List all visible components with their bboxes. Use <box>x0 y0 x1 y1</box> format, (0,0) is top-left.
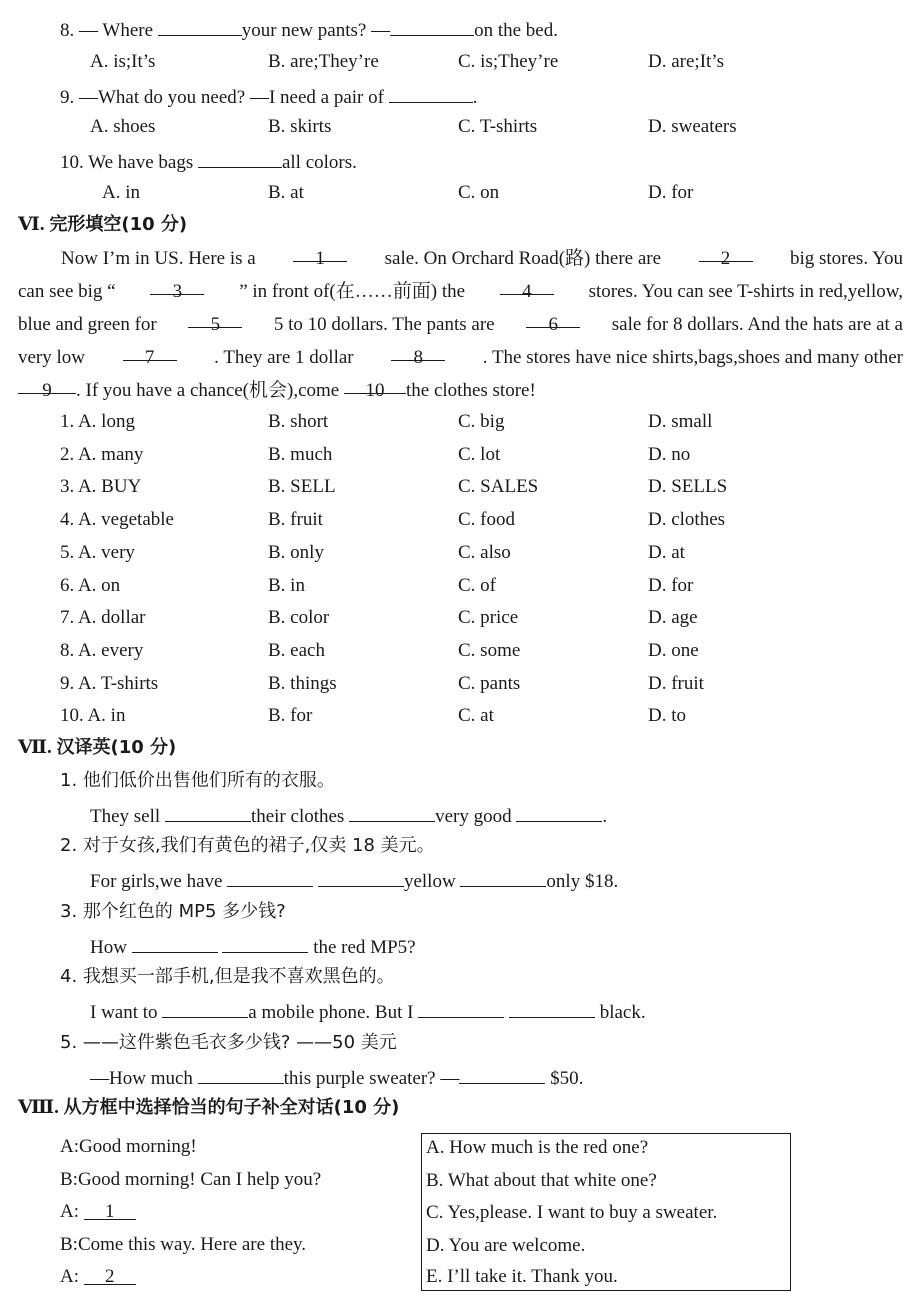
translation-2-english: For girls,we have yellow only $18. <box>90 867 618 894</box>
cloze-blank-7[interactable]: 7 <box>123 341 177 361</box>
cloze-3-option-a[interactable]: 3. A. BUY <box>60 476 142 498</box>
cloze-9-option-d[interactable]: D. fruit <box>648 672 704 694</box>
cloze-1-option-b[interactable]: B. short <box>268 411 329 432</box>
translation-3-english: How the red MP5? <box>90 933 416 960</box>
cloze-8-option-c[interactable]: C. some <box>458 639 521 661</box>
cloze-4-option-a[interactable]: 4. A. vegetable <box>60 509 174 531</box>
cloze-9-option-b[interactable]: B. things <box>268 672 337 694</box>
section-title: 完形填空(10 分) <box>49 214 188 235</box>
cloze-7-option-a[interactable]: 7. A. dollar <box>60 607 146 629</box>
section-title: 从方框中选择恰当的句子补全对话(10 分) <box>63 1097 400 1118</box>
answer-blank[interactable] <box>165 802 251 822</box>
speaker: B: <box>60 1169 78 1190</box>
question-8: 8. — Where your new pants? — on the bed. <box>60 16 558 43</box>
answer-blank[interactable] <box>227 867 313 887</box>
cloze-9-option-a[interactable]: 9. A. T-shirts <box>60 672 159 694</box>
cloze-blank-3[interactable]: 3 <box>150 275 204 295</box>
cloze-1-option-a[interactable]: 1. A. long <box>60 411 135 432</box>
cloze-10-option-a[interactable]: 10. A. in <box>60 705 126 727</box>
cloze-5-option-c[interactable]: C. also <box>458 541 511 563</box>
cloze-blank-1[interactable]: 1 <box>293 242 347 262</box>
section-title: 汉译英(10 分) <box>56 737 177 758</box>
answer-blank[interactable] <box>318 867 404 887</box>
cloze-line-3: blue and green for 5 5 to 10 dollars. The pants are 6 sale for 8 dollars. And the hats are at a <box>18 308 903 341</box>
option-a[interactable]: A. in <box>102 182 140 203</box>
translation-1-english: They sell their clothes very good . <box>90 802 607 829</box>
cloze-line-2: can see big “ 3 ” in front of(在……前面) the 4 stores. You can see T-shirts in red,yellow, <box>18 275 903 308</box>
cloze-3-option-d[interactable]: D. SELLS <box>648 476 728 498</box>
cloze-3-option-b[interactable]: B. SELL <box>268 476 336 498</box>
translation-1-chinese: 1. 他们低价出售他们所有的衣服。 <box>60 770 335 791</box>
cloze-8-option-d[interactable]: D. one <box>648 639 699 661</box>
answer-blank[interactable] <box>418 998 504 1018</box>
cloze-blank-8[interactable]: 8 <box>391 341 445 361</box>
speaker: A: <box>60 1136 79 1157</box>
answer-blank[interactable] <box>162 998 248 1018</box>
cloze-10-option-c[interactable]: C. at <box>458 705 494 727</box>
answer-blank[interactable] <box>389 83 473 103</box>
option-d[interactable]: D. sweaters <box>648 116 737 137</box>
cloze-6-option-c[interactable]: C. of <box>458 574 496 596</box>
sentence-options-box <box>421 1133 791 1291</box>
cloze-2-option-a[interactable]: 2. A. many <box>60 443 144 465</box>
cloze-line-1: Now I’m in US. Here is a 1 sale. On Orchard Road(路) there are 2 big stores. You <box>18 242 903 275</box>
cloze-2-option-b[interactable]: B. much <box>268 443 333 465</box>
cloze-6-option-d[interactable]: D. for <box>648 574 694 596</box>
translation-4-english: I want to a mobile phone. But I black. <box>90 998 646 1025</box>
box-option-d[interactable]: D. You are welcome. <box>426 1235 586 1256</box>
translation-2-chinese: 2. 对于女孩,我们有黄色的裙子,仅卖 18 美元。 <box>60 835 435 856</box>
answer-blank[interactable] <box>460 867 546 887</box>
cloze-5-option-d[interactable]: D. at <box>648 541 685 563</box>
section-6-heading <box>18 213 187 237</box>
dialog-line-4: B:Come this way. Here are they. <box>60 1234 307 1255</box>
section-roman: Ⅷ. <box>18 1097 59 1118</box>
dialog-blank-2[interactable]: 2 <box>84 1265 136 1285</box>
cloze-7-option-c[interactable]: C. price <box>458 607 519 629</box>
cloze-7-option-b[interactable]: B. color <box>268 607 330 629</box>
option-d[interactable]: D. for <box>648 182 694 203</box>
option-c[interactable]: C. is;They’re <box>458 51 559 72</box>
cloze-blank-10[interactable]: 10 <box>344 374 406 394</box>
dialog-line-3 <box>60 1200 136 1224</box>
cloze-6-option-a[interactable]: 6. A. on <box>60 574 121 596</box>
translation-3-chinese: 3. 那个红色的 MP5 多少钱? <box>60 901 286 922</box>
cloze-line-4: very low 7 . They are 1 dollar 8 . The stores have nice shirts,bags,shoes and many other <box>18 341 903 374</box>
translation-5-chinese: 5. ——这件紫色毛衣多少钱? ——50 美元 <box>60 1032 397 1053</box>
translation-4-chinese: 4. 我想买一部手机,但是我不喜欢黑色的。 <box>60 966 395 987</box>
cloze-blank-9[interactable]: 9 <box>18 374 76 394</box>
cloze-9-option-c[interactable]: C. pants <box>458 672 521 694</box>
question-number: 10. <box>60 152 84 173</box>
dialog-line-1: A:Good morning! <box>60 1136 197 1157</box>
translation-5-english: —How much this purple sweater? — $50. <box>90 1064 583 1091</box>
option-c[interactable]: C. on <box>458 182 500 203</box>
speaker: A: <box>60 1201 79 1222</box>
question-10: 10. We have bags all colors. <box>60 148 357 175</box>
option-a[interactable]: A. is;It’s <box>90 51 156 72</box>
cloze-6-option-b[interactable]: B. in <box>268 574 305 596</box>
answer-blank[interactable] <box>198 1064 284 1084</box>
section-roman: Ⅵ. <box>18 214 45 235</box>
box-option-e[interactable]: E. I’ll take it. Thank you. <box>426 1266 618 1287</box>
cloze-10-option-d[interactable]: D. to <box>648 705 686 727</box>
section-8-heading <box>18 1096 399 1120</box>
answer-blank[interactable] <box>158 16 242 36</box>
cloze-10-option-b[interactable]: B. for <box>268 705 313 727</box>
box-option-c[interactable]: C. Yes,please. I want to buy a sweater. <box>426 1202 718 1223</box>
question-number: 9. <box>60 87 75 108</box>
cloze-line-5: 9 . If you have a chance(机会),come 10 the clothes store! <box>18 374 903 407</box>
cloze-2-option-d[interactable]: D. no <box>648 443 691 465</box>
dialog-blank-1[interactable]: 1 <box>84 1200 136 1220</box>
answer-blank[interactable] <box>222 933 308 953</box>
cloze-4-option-c[interactable]: C. food <box>458 509 515 531</box>
cloze-blank-4[interactable]: 4 <box>500 275 554 295</box>
cloze-7-option-d[interactable]: D. age <box>648 607 698 629</box>
section-roman: Ⅶ. <box>18 737 52 758</box>
cloze-blank-6[interactable]: 6 <box>526 308 580 328</box>
answer-blank[interactable] <box>349 802 435 822</box>
answer-blank[interactable] <box>516 802 602 822</box>
cloze-3-option-c[interactable]: C. SALES <box>458 476 539 498</box>
option-b[interactable]: B. at <box>268 182 304 203</box>
answer-blank[interactable] <box>390 16 474 36</box>
cloze-1-option-d[interactable]: D. small <box>648 411 713 432</box>
cloze-5-option-b[interactable]: B. only <box>268 541 324 563</box>
option-c[interactable]: C. T-shirts <box>458 116 538 137</box>
option-a[interactable]: A. shoes <box>90 116 156 137</box>
answer-blank[interactable] <box>459 1064 545 1084</box>
dialog-line-2: B:Good morning! Can I help you? <box>60 1169 322 1190</box>
answer-blank[interactable] <box>132 933 218 953</box>
answer-blank[interactable] <box>509 998 595 1018</box>
answer-blank[interactable] <box>198 148 282 168</box>
box-option-a[interactable]: A. How much is the red one? <box>426 1137 649 1158</box>
question-number: 8. <box>60 20 75 41</box>
cloze-1-option-c[interactable]: C. big <box>458 411 505 432</box>
speaker: B: <box>60 1234 78 1255</box>
box-option-b[interactable]: B. What about that white one? <box>426 1170 657 1191</box>
dialog-line-5 <box>60 1265 136 1289</box>
cloze-blank-5[interactable]: 5 <box>188 308 242 328</box>
cloze-8-option-b[interactable]: B. each <box>268 639 325 661</box>
option-b[interactable]: B. skirts <box>268 116 332 137</box>
cloze-8-option-a[interactable]: 8. A. every <box>60 639 144 661</box>
cloze-blank-2[interactable]: 2 <box>699 242 753 262</box>
cloze-4-option-b[interactable]: B. fruit <box>268 509 323 531</box>
speaker: A: <box>60 1266 79 1287</box>
option-d[interactable]: D. are;It’s <box>648 51 724 72</box>
cloze-5-option-a[interactable]: 5. A. very <box>60 541 135 563</box>
cloze-2-option-c[interactable]: C. lot <box>458 443 501 465</box>
cloze-4-option-d[interactable]: D. clothes <box>648 509 726 531</box>
question-9: 9. —What do you need? —I need a pair of . <box>60 83 477 110</box>
section-7-heading <box>18 736 176 760</box>
option-b[interactable]: B. are;They’re <box>268 51 379 72</box>
